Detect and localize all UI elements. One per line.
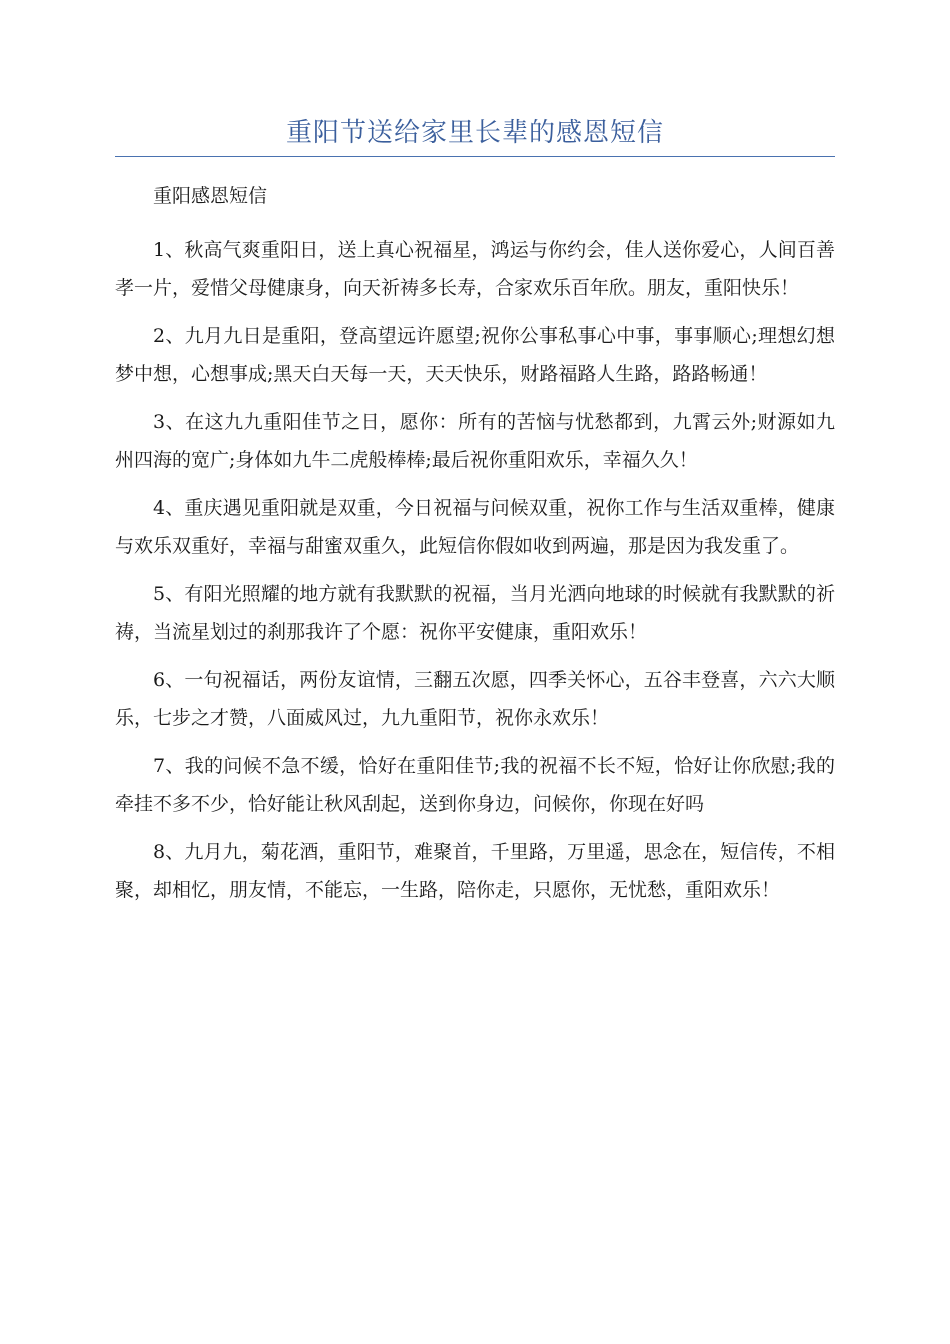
message-paragraph-5: 5、有阳光照耀的地方就有我默默的祝福，当月光洒向地球的时候就有我默默的祈祷，当流星划过的刹那我许了个愿：祝你平安健康，重阳欢乐！ [115, 583, 835, 643]
message-paragraph-1: 1、秋高气爽重阳日，送上真心祝福星，鸿运与你约会，佳人送你爱心，人间百善孝一片，爱惜父母健康身，向天祈祷多长寿，合家欢乐百年欣。朋友，重阳快乐！ [115, 239, 835, 299]
message-paragraph-2: 2、九月九日是重阳，登高望远许愿望;祝你公事私事心中事，事事顺心;理想幻想梦中想，心想事成;黑天白天每一天，天天快乐，财路福路人生路，路路畅通！ [115, 325, 835, 385]
message-paragraph-7: 7、我的问候不急不缓，恰好在重阳佳节;我的祝福不长不短，恰好让你欣慰;我的牵挂不多不少，恰好能让秋风刮起，送到你身边，问候你，你现在好吗 [115, 755, 835, 815]
document-title: 重阳节送给家里长辈的感恩短信 [285, 118, 664, 148]
message-list [115, 231, 835, 909]
title-underline [115, 156, 835, 157]
message-paragraph-3: 3、在这九九重阳佳节之日，愿你：所有的苦恼与忧愁都到，九霄云外;财源如九州四海的宽广;身体如九牛二虎般棒棒;最后祝你重阳欢乐，幸福久久！ [115, 411, 835, 471]
document-page [115, 112, 835, 909]
message-paragraph-4: 4、重庆遇见重阳就是双重，今日祝福与问候双重，祝你工作与生活双重棒，健康与欢乐双重好，幸福与甜蜜双重久，此短信你假如收到两遍，那是因为我发重了。 [115, 497, 835, 557]
section-subtitle: 重阳感恩短信 [153, 185, 268, 207]
message-paragraph-6: 6、一句祝福话，两份友谊情，三翻五次愿，四季关怀心，五谷丰登喜，六六大顺乐，七步之才赞，八面威风过，九九重阳节，祝你永欢乐！ [115, 669, 835, 729]
message-paragraph-8: 8、九月九，菊花酒，重阳节，难聚首，千里路，万里遥，思念在，短信传，不相聚，却相忆，朋友情，不能忘，一生路，陪你走，只愿你，无忧愁，重阳欢乐！ [115, 841, 835, 901]
